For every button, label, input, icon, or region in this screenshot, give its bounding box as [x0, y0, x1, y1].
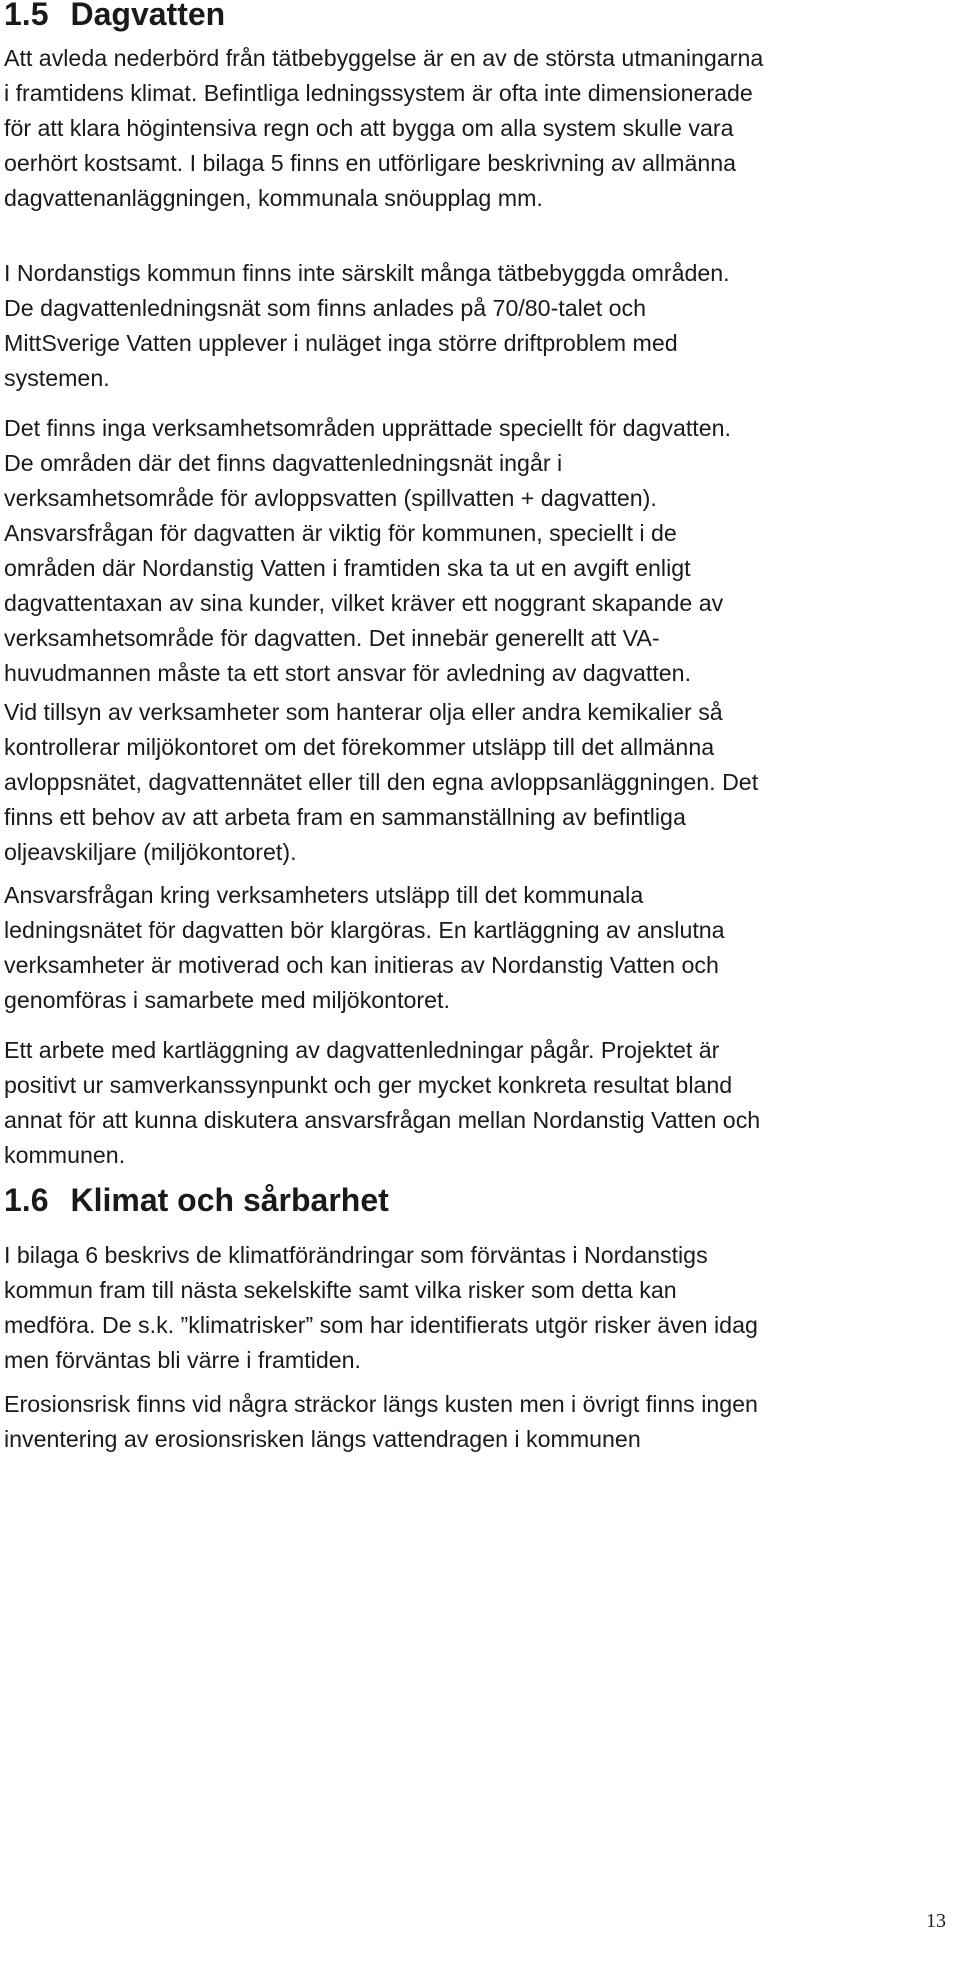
section-number: 1.5	[4, 0, 49, 32]
paragraph: Att avleda nederbörd från tätbebyggelse är en av de största utmaningarna i framtidens klimat. Befintliga ledningssystem är ofta inte dimensionerade för att klara högintensiva regn och att bygga om alla system skulle vara oerhört kostsamt. I bilaga 5 finns en utförligare beskrivning av allmänna dagvattenanläggningen, kommunala snöupplag mm.	[4, 45, 764, 211]
section-heading-klimat	[4, 1180, 389, 1220]
section-heading-dagvatten	[4, 0, 225, 34]
section-title: Klimat och sårbarhet	[70, 1182, 389, 1218]
paragraph: I Nordanstigs kommun finns inte särskilt många tätbebyggda områden. De dagvattenledningsnät som finns anlades på 70/80-talet och MittSverige Vatten upplever i nuläget inga större driftproblem med systemen.	[4, 260, 730, 391]
paragraph: Ett arbete med kartläggning av dagvattenledningar pågår. Projektet är positivt ur samverkanssynpunkt och ger mycket konkreta resultat bland annat för att kunna diskutera ansvarsfrågan mellan Nordanstig Vatten och kommunen.	[4, 1037, 761, 1168]
paragraph: I bilaga 6 beskrivs de klimatförändringar som förväntas i Nordanstigs kommun fram till nästa sekelskifte samt vilka risker som detta kan medföra. De s.k. ”klimatrisker” som har identifierats utgör risker även idag men förväntas bli värre i framtiden.	[4, 1242, 758, 1373]
paragraph: Vid tillsyn av verksamheter som hanterar olja eller andra kemikalier så kontrollerar miljökontoret om det förekommer utsläpp till det allmänna avloppsnätet, dagvattennätet eller till den egna avloppsanläggningen. Det finns ett behov av att arbeta fram en sammanställning av befintliga oljeavskiljare (miljökontoret).	[4, 699, 759, 865]
paragraph: Erosionsrisk finns vid några sträckor längs kusten men i övrigt finns ingen inventering av erosionsrisken längs vattendragen i kommunen	[4, 1391, 758, 1452]
paragraph: Ansvarsfrågan kring verksamheters utsläpp till det kommunala ledningsnätet för dagvatten bör klargöras. En kartläggning av anslutna verksamheter är motiverad och kan initieras av Nordanstig Vatten och genomföras i samarbete med miljökontoret.	[4, 882, 725, 1013]
paragraph: Det finns inga verksamhetsområden upprättade speciellt för dagvatten. De områden där det finns dagvattenledningsnät ingår i verksamhetsområde för avloppsvatten (spillvatten + dagvatten). Ansvarsfrågan för dagvatten är viktig för kommunen, speciellt i de områden där Nordanstig Vatten i framtiden ska ta ut en avgift enligt dagvattentaxan av sina kunder, vilket kräver ett noggrant skapande av verksamhetsområde för dagvatten. Det innebär generellt att VA-huvudmannen måste ta ett stort ansvar för avledning av dagvatten.	[4, 415, 731, 686]
section-number: 1.6	[4, 1182, 49, 1218]
page-number: 13	[926, 1910, 946, 1932]
section-title: Dagvatten	[70, 0, 226, 32]
